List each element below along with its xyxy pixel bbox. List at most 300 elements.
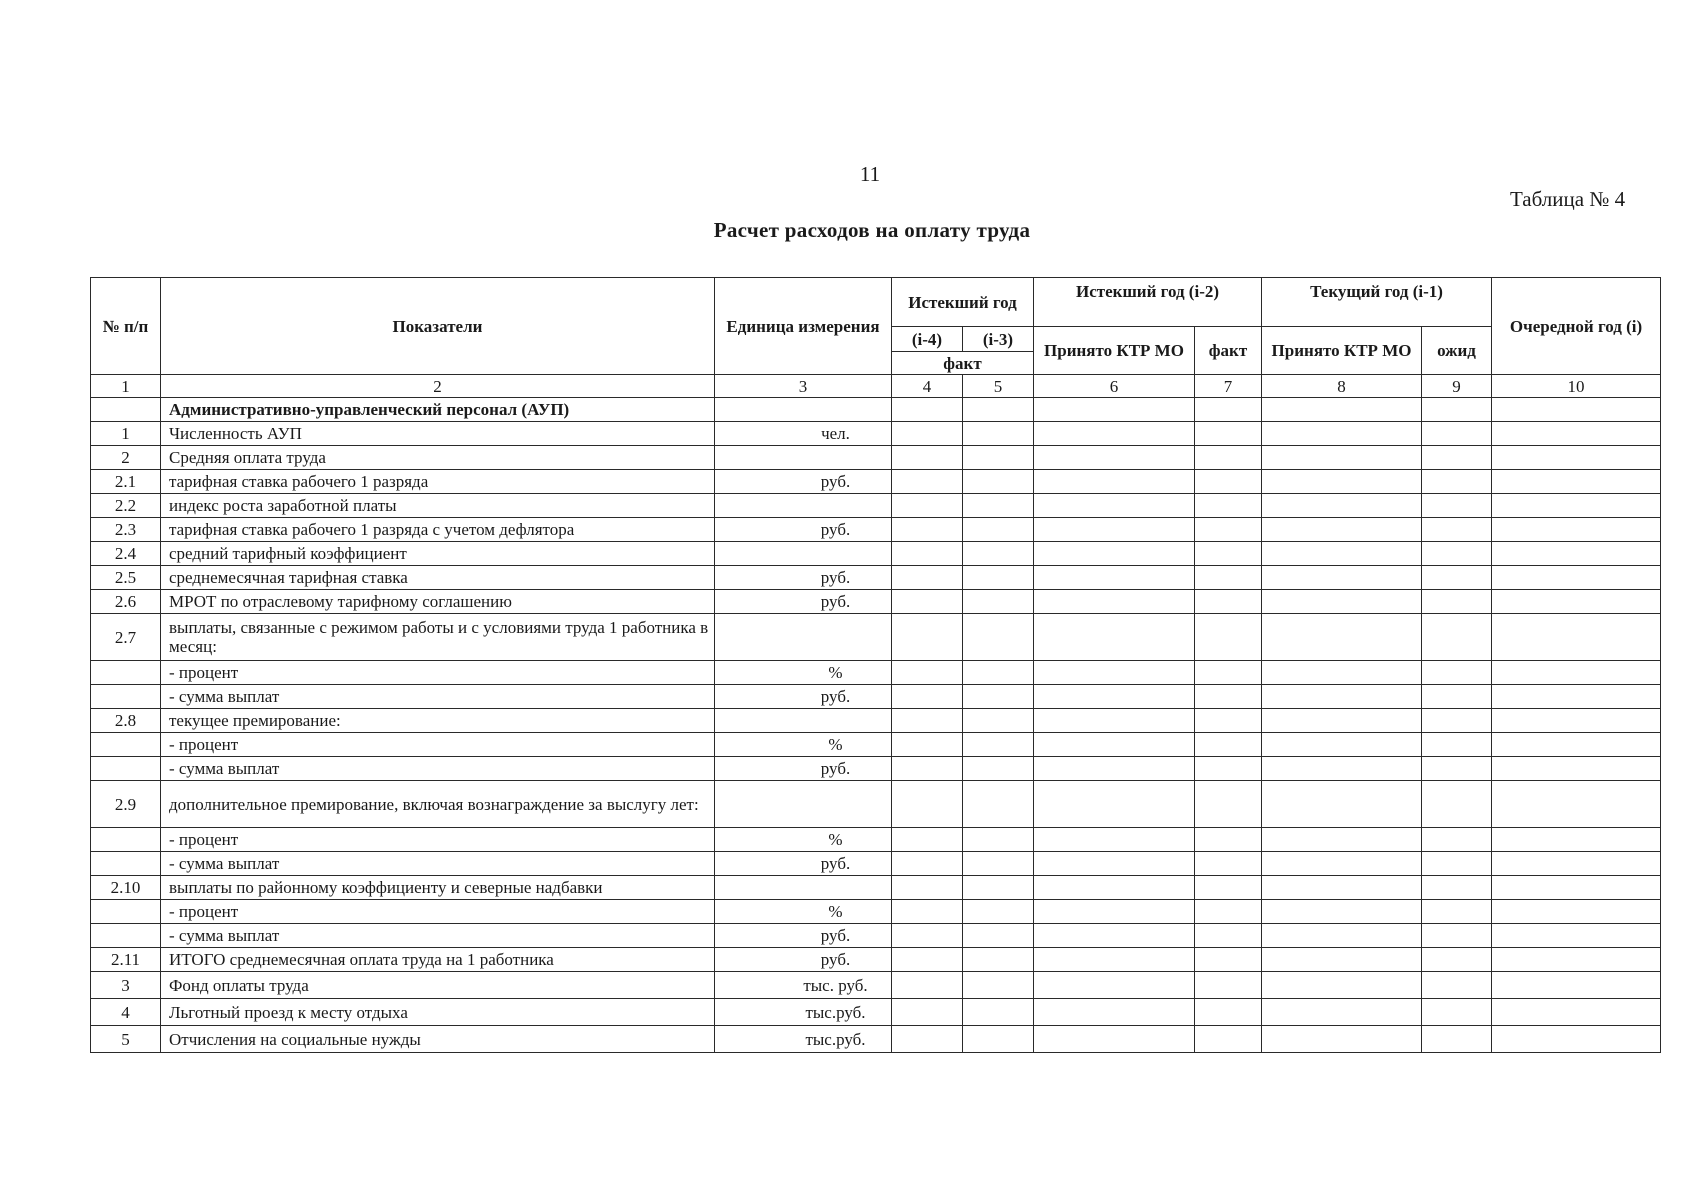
header-accepted-1: Принято КТР МО bbox=[1034, 327, 1195, 375]
value-cell[interactable] bbox=[963, 781, 1034, 828]
value-cell[interactable] bbox=[1262, 709, 1422, 733]
row-unit bbox=[715, 781, 892, 828]
row-unit: % bbox=[715, 900, 892, 924]
value-cell[interactable] bbox=[963, 757, 1034, 781]
value-cell[interactable] bbox=[1034, 828, 1195, 852]
row-unit: чел. bbox=[715, 422, 892, 446]
header-i4: (i-4) bbox=[892, 327, 963, 352]
page-number: 11 bbox=[859, 162, 881, 186]
value-cell[interactable] bbox=[1422, 614, 1492, 661]
row-number: 5 bbox=[91, 1026, 161, 1053]
value-cell[interactable] bbox=[1492, 422, 1661, 446]
table-row bbox=[91, 852, 1661, 876]
row-number: 2.1 bbox=[91, 470, 161, 494]
value-cell[interactable] bbox=[1422, 781, 1492, 828]
value-cell[interactable] bbox=[963, 542, 1034, 566]
value-cell[interactable] bbox=[1492, 494, 1661, 518]
row-unit: % bbox=[715, 828, 892, 852]
table-row bbox=[91, 518, 1661, 542]
table-row bbox=[91, 876, 1661, 900]
value-cell[interactable] bbox=[892, 781, 963, 828]
row-unit bbox=[715, 614, 892, 661]
value-cell[interactable] bbox=[1422, 494, 1492, 518]
value-cell[interactable] bbox=[892, 518, 963, 542]
value-cell[interactable] bbox=[892, 590, 963, 614]
table-row bbox=[91, 999, 1661, 1026]
value-cell[interactable] bbox=[1195, 948, 1262, 972]
row-unit bbox=[715, 542, 892, 566]
value-cell[interactable] bbox=[1422, 900, 1492, 924]
value-cell[interactable] bbox=[1492, 876, 1661, 900]
value-cell[interactable] bbox=[1492, 900, 1661, 924]
value-cell[interactable] bbox=[892, 398, 963, 422]
value-cell[interactable] bbox=[1262, 566, 1422, 590]
row-unit bbox=[715, 709, 892, 733]
row-indicator: тарифная ставка рабочего 1 разряда с учетом дефлятора bbox=[161, 518, 715, 542]
value-cell[interactable] bbox=[1422, 852, 1492, 876]
value-cell[interactable] bbox=[892, 948, 963, 972]
value-cell[interactable] bbox=[1262, 494, 1422, 518]
value-cell[interactable] bbox=[963, 972, 1034, 999]
row-unit: руб. bbox=[715, 590, 892, 614]
table-row bbox=[91, 566, 1661, 590]
table-row bbox=[91, 422, 1661, 446]
value-cell[interactable] bbox=[1195, 398, 1262, 422]
value-cell[interactable] bbox=[1422, 876, 1492, 900]
value-cell[interactable] bbox=[1492, 757, 1661, 781]
value-cell[interactable] bbox=[1262, 999, 1422, 1026]
value-cell[interactable] bbox=[963, 828, 1034, 852]
row-number bbox=[91, 900, 161, 924]
value-cell[interactable] bbox=[1034, 422, 1195, 446]
row-indicator: МРОТ по отраслевому тарифному соглашению bbox=[161, 590, 715, 614]
row-number: 2.5 bbox=[91, 566, 161, 590]
value-cell[interactable] bbox=[1195, 661, 1262, 685]
value-cell[interactable] bbox=[963, 852, 1034, 876]
row-number: 2.11 bbox=[91, 948, 161, 972]
value-cell[interactable] bbox=[1195, 852, 1262, 876]
table-row bbox=[91, 828, 1661, 852]
value-cell[interactable] bbox=[963, 470, 1034, 494]
row-number: 3 bbox=[91, 972, 161, 999]
value-cell[interactable] bbox=[963, 614, 1034, 661]
value-cell[interactable] bbox=[1034, 781, 1195, 828]
value-cell[interactable] bbox=[963, 733, 1034, 757]
table-row bbox=[91, 948, 1661, 972]
value-cell[interactable] bbox=[1262, 398, 1422, 422]
table-row bbox=[91, 733, 1661, 757]
document-title: Расчет расходов на оплату труда bbox=[713, 218, 1031, 242]
value-cell[interactable] bbox=[1195, 733, 1262, 757]
value-cell[interactable] bbox=[1195, 590, 1262, 614]
header-expected: ожид bbox=[1422, 327, 1492, 375]
value-cell[interactable] bbox=[1195, 924, 1262, 948]
value-cell[interactable] bbox=[892, 972, 963, 999]
row-unit: руб. bbox=[715, 470, 892, 494]
value-cell[interactable] bbox=[963, 900, 1034, 924]
value-cell[interactable] bbox=[892, 685, 963, 709]
table-row bbox=[91, 614, 1661, 661]
value-cell[interactable] bbox=[892, 446, 963, 470]
row-unit: руб. bbox=[715, 757, 892, 781]
value-cell[interactable] bbox=[1195, 828, 1262, 852]
value-cell[interactable] bbox=[1492, 1026, 1661, 1053]
column-number: 7 bbox=[1195, 375, 1262, 398]
value-cell[interactable] bbox=[1034, 542, 1195, 566]
value-cell[interactable] bbox=[1195, 781, 1262, 828]
value-cell[interactable] bbox=[1492, 518, 1661, 542]
value-cell[interactable] bbox=[892, 924, 963, 948]
value-cell[interactable] bbox=[1262, 828, 1422, 852]
header-num: № п/п bbox=[91, 278, 161, 375]
row-indicator: Льготный проезд к месту отдыха bbox=[161, 999, 715, 1026]
header-fact: факт bbox=[892, 352, 1034, 375]
table-row bbox=[91, 470, 1661, 494]
value-cell[interactable] bbox=[963, 518, 1034, 542]
value-cell[interactable] bbox=[963, 876, 1034, 900]
row-indicator: текущее премирование: bbox=[161, 709, 715, 733]
row-number: 2 bbox=[91, 446, 161, 470]
row-number: 2.2 bbox=[91, 494, 161, 518]
row-indicator: Численность АУП bbox=[161, 422, 715, 446]
row-number: 2.7 bbox=[91, 614, 161, 661]
row-unit: руб. bbox=[715, 852, 892, 876]
column-number: 10 bbox=[1492, 375, 1661, 398]
value-cell[interactable] bbox=[1492, 661, 1661, 685]
header-past-year-i2: Истекший год (i-2) bbox=[1034, 278, 1262, 327]
value-cell[interactable] bbox=[892, 542, 963, 566]
value-cell[interactable] bbox=[1195, 876, 1262, 900]
value-cell[interactable] bbox=[1492, 999, 1661, 1026]
value-cell[interactable] bbox=[892, 614, 963, 661]
value-cell[interactable] bbox=[1262, 1026, 1422, 1053]
value-cell[interactable] bbox=[1422, 518, 1492, 542]
value-cell[interactable] bbox=[1422, 661, 1492, 685]
row-number bbox=[91, 733, 161, 757]
value-cell[interactable] bbox=[1422, 999, 1492, 1026]
value-cell[interactable] bbox=[963, 398, 1034, 422]
column-number: 4 bbox=[892, 375, 963, 398]
value-cell[interactable] bbox=[892, 1026, 963, 1053]
value-cell[interactable] bbox=[1034, 900, 1195, 924]
row-number: 2.8 bbox=[91, 709, 161, 733]
row-unit: % bbox=[715, 733, 892, 757]
header-indicator: Показатели bbox=[161, 278, 715, 375]
value-cell[interactable] bbox=[1262, 590, 1422, 614]
row-number: 4 bbox=[91, 999, 161, 1026]
value-cell[interactable] bbox=[1034, 614, 1195, 661]
value-cell[interactable] bbox=[1262, 661, 1422, 685]
value-cell[interactable] bbox=[1195, 566, 1262, 590]
row-indicator: среднемесячная тарифная ставка bbox=[161, 566, 715, 590]
value-cell[interactable] bbox=[1195, 999, 1262, 1026]
value-cell[interactable] bbox=[1492, 590, 1661, 614]
row-unit bbox=[715, 446, 892, 470]
value-cell[interactable] bbox=[1034, 398, 1195, 422]
value-cell[interactable] bbox=[1262, 900, 1422, 924]
value-cell[interactable] bbox=[1262, 781, 1422, 828]
row-unit: руб. bbox=[715, 948, 892, 972]
wage-expense-table bbox=[90, 277, 1661, 1053]
header-accepted-2: Принято КТР МО bbox=[1262, 327, 1422, 375]
value-cell[interactable] bbox=[963, 494, 1034, 518]
value-cell[interactable] bbox=[963, 566, 1034, 590]
value-cell[interactable] bbox=[1262, 948, 1422, 972]
row-number bbox=[91, 924, 161, 948]
value-cell[interactable] bbox=[892, 852, 963, 876]
value-cell[interactable] bbox=[1262, 852, 1422, 876]
column-number: 3 bbox=[715, 375, 892, 398]
value-cell[interactable] bbox=[963, 999, 1034, 1026]
header-past-year: Истекший год bbox=[892, 278, 1034, 327]
row-indicator: тарифная ставка рабочего 1 разряда bbox=[161, 470, 715, 494]
value-cell[interactable] bbox=[1262, 876, 1422, 900]
value-cell[interactable] bbox=[1422, 972, 1492, 999]
value-cell[interactable] bbox=[1492, 470, 1661, 494]
row-indicator: - процент bbox=[161, 900, 715, 924]
value-cell[interactable] bbox=[892, 757, 963, 781]
value-cell[interactable] bbox=[1195, 422, 1262, 446]
table-row bbox=[91, 757, 1661, 781]
value-cell[interactable] bbox=[1262, 733, 1422, 757]
value-cell[interactable] bbox=[1422, 948, 1492, 972]
row-unit: тыс.руб. bbox=[715, 999, 892, 1026]
row-indicator: - сумма выплат bbox=[161, 852, 715, 876]
value-cell[interactable] bbox=[1262, 757, 1422, 781]
row-indicator: Отчисления на социальные нужды bbox=[161, 1026, 715, 1053]
value-cell[interactable] bbox=[1195, 1026, 1262, 1053]
value-cell[interactable] bbox=[1195, 494, 1262, 518]
value-cell[interactable] bbox=[1034, 494, 1195, 518]
row-indicator: - сумма выплат bbox=[161, 757, 715, 781]
value-cell[interactable] bbox=[1262, 542, 1422, 566]
value-cell[interactable] bbox=[963, 948, 1034, 972]
value-cell[interactable] bbox=[1195, 470, 1262, 494]
value-cell[interactable] bbox=[1034, 590, 1195, 614]
header-current-year: Текущий год (i-1) bbox=[1262, 278, 1492, 327]
table-row bbox=[91, 398, 1661, 422]
row-indicator: ИТОГО среднемесячная оплата труда на 1 работника bbox=[161, 948, 715, 972]
value-cell[interactable] bbox=[963, 685, 1034, 709]
value-cell[interactable] bbox=[1034, 709, 1195, 733]
value-cell[interactable] bbox=[1262, 685, 1422, 709]
column-number: 6 bbox=[1034, 375, 1195, 398]
column-number: 9 bbox=[1422, 375, 1492, 398]
value-cell[interactable] bbox=[1492, 948, 1661, 972]
table-row bbox=[91, 590, 1661, 614]
row-number: 1 bbox=[91, 422, 161, 446]
table-row bbox=[91, 709, 1661, 733]
value-cell[interactable] bbox=[1492, 924, 1661, 948]
value-cell[interactable] bbox=[1492, 733, 1661, 757]
row-number bbox=[91, 661, 161, 685]
value-cell[interactable] bbox=[1262, 972, 1422, 999]
value-cell[interactable] bbox=[1034, 661, 1195, 685]
row-indicator: - процент bbox=[161, 828, 715, 852]
value-cell[interactable] bbox=[892, 828, 963, 852]
value-cell[interactable] bbox=[1422, 470, 1492, 494]
row-unit bbox=[715, 876, 892, 900]
column-number: 5 bbox=[963, 375, 1034, 398]
row-number bbox=[91, 852, 161, 876]
value-cell[interactable] bbox=[1422, 685, 1492, 709]
row-indicator: дополнительное премирование, включая вознаграждение за выслугу лет: bbox=[161, 781, 715, 828]
value-cell[interactable] bbox=[1195, 685, 1262, 709]
value-cell[interactable] bbox=[1195, 972, 1262, 999]
value-cell[interactable] bbox=[963, 661, 1034, 685]
value-cell[interactable] bbox=[1422, 566, 1492, 590]
header-i3: (i-3) bbox=[963, 327, 1034, 352]
value-cell[interactable] bbox=[1492, 972, 1661, 999]
value-cell[interactable] bbox=[963, 446, 1034, 470]
value-cell[interactable] bbox=[1262, 924, 1422, 948]
value-cell[interactable] bbox=[1034, 852, 1195, 876]
value-cell[interactable] bbox=[892, 900, 963, 924]
value-cell[interactable] bbox=[892, 709, 963, 733]
value-cell[interactable] bbox=[1262, 614, 1422, 661]
value-cell[interactable] bbox=[1492, 852, 1661, 876]
value-cell[interactable] bbox=[1492, 614, 1661, 661]
value-cell[interactable] bbox=[1422, 924, 1492, 948]
value-cell[interactable] bbox=[963, 590, 1034, 614]
value-cell[interactable] bbox=[1422, 398, 1492, 422]
row-unit: тыс.руб. bbox=[715, 1026, 892, 1053]
value-cell[interactable] bbox=[963, 422, 1034, 446]
row-unit bbox=[715, 398, 892, 422]
value-cell[interactable] bbox=[892, 999, 963, 1026]
table-row bbox=[91, 685, 1661, 709]
value-cell[interactable] bbox=[1195, 518, 1262, 542]
row-indicator: - процент bbox=[161, 733, 715, 757]
column-number: 2 bbox=[161, 375, 715, 398]
value-cell[interactable] bbox=[1422, 446, 1492, 470]
value-cell[interactable] bbox=[1422, 757, 1492, 781]
row-number bbox=[91, 828, 161, 852]
value-cell[interactable] bbox=[1422, 422, 1492, 446]
column-number: 1 bbox=[91, 375, 161, 398]
value-cell[interactable] bbox=[1034, 685, 1195, 709]
row-number: 2.3 bbox=[91, 518, 161, 542]
value-cell[interactable] bbox=[892, 733, 963, 757]
row-unit: тыс. руб. bbox=[715, 972, 892, 999]
value-cell[interactable] bbox=[963, 924, 1034, 948]
row-indicator: индекс роста заработной платы bbox=[161, 494, 715, 518]
value-cell[interactable] bbox=[1195, 900, 1262, 924]
value-cell[interactable] bbox=[892, 422, 963, 446]
row-indicator: выплаты по районному коэффициенту и северные надбавки bbox=[161, 876, 715, 900]
row-indicator: Средняя оплата труда bbox=[161, 446, 715, 470]
table-row bbox=[91, 494, 1661, 518]
value-cell[interactable] bbox=[892, 566, 963, 590]
value-cell[interactable] bbox=[1034, 733, 1195, 757]
value-cell[interactable] bbox=[1034, 757, 1195, 781]
header-next-year: Очередной год (i) bbox=[1492, 278, 1661, 375]
value-cell[interactable] bbox=[963, 709, 1034, 733]
row-unit: % bbox=[715, 661, 892, 685]
row-unit: руб. bbox=[715, 924, 892, 948]
table-row bbox=[91, 900, 1661, 924]
value-cell[interactable] bbox=[1034, 876, 1195, 900]
value-cell[interactable] bbox=[1034, 470, 1195, 494]
value-cell[interactable] bbox=[1034, 518, 1195, 542]
value-cell[interactable] bbox=[892, 470, 963, 494]
value-cell[interactable] bbox=[1422, 828, 1492, 852]
value-cell[interactable] bbox=[1034, 446, 1195, 470]
value-cell[interactable] bbox=[1492, 709, 1661, 733]
value-cell[interactable] bbox=[1422, 1026, 1492, 1053]
table-label: Таблица № 4 bbox=[1510, 187, 1626, 211]
table-row bbox=[91, 781, 1661, 828]
table-row bbox=[91, 924, 1661, 948]
value-cell[interactable] bbox=[1422, 709, 1492, 733]
value-cell[interactable] bbox=[892, 661, 963, 685]
column-number-row bbox=[91, 375, 1661, 398]
row-indicator: - сумма выплат bbox=[161, 685, 715, 709]
value-cell[interactable] bbox=[892, 876, 963, 900]
value-cell[interactable] bbox=[1492, 446, 1661, 470]
value-cell[interactable] bbox=[1492, 566, 1661, 590]
value-cell[interactable] bbox=[1492, 781, 1661, 828]
value-cell[interactable] bbox=[1195, 542, 1262, 566]
row-unit: руб. bbox=[715, 685, 892, 709]
value-cell[interactable] bbox=[1492, 398, 1661, 422]
row-number bbox=[91, 685, 161, 709]
header-unit: Единица измерения bbox=[715, 278, 892, 375]
value-cell[interactable] bbox=[1492, 542, 1661, 566]
value-cell[interactable] bbox=[1422, 733, 1492, 757]
value-cell[interactable] bbox=[1034, 999, 1195, 1026]
value-cell[interactable] bbox=[1195, 614, 1262, 661]
row-number: 2.4 bbox=[91, 542, 161, 566]
value-cell[interactable] bbox=[1492, 685, 1661, 709]
value-cell[interactable] bbox=[1262, 446, 1422, 470]
column-number: 8 bbox=[1262, 375, 1422, 398]
row-number: 2.9 bbox=[91, 781, 161, 828]
table-row bbox=[91, 661, 1661, 685]
value-cell[interactable] bbox=[1034, 924, 1195, 948]
row-unit: руб. bbox=[715, 518, 892, 542]
value-cell[interactable] bbox=[1262, 518, 1422, 542]
value-cell[interactable] bbox=[963, 1026, 1034, 1053]
value-cell[interactable] bbox=[1034, 972, 1195, 999]
row-indicator: Фонд оплаты труда bbox=[161, 972, 715, 999]
value-cell[interactable] bbox=[1195, 709, 1262, 733]
table-row bbox=[91, 972, 1661, 999]
row-indicator: выплаты, связанные с режимом работы и с условиями труда 1 работника в месяц: bbox=[161, 614, 715, 661]
value-cell[interactable] bbox=[1262, 470, 1422, 494]
row-indicator: Административно-управленческий персонал (АУП) bbox=[161, 398, 715, 422]
value-cell[interactable] bbox=[1422, 590, 1492, 614]
value-cell[interactable] bbox=[1034, 948, 1195, 972]
value-cell[interactable] bbox=[892, 494, 963, 518]
table-row bbox=[91, 446, 1661, 470]
value-cell[interactable] bbox=[1492, 828, 1661, 852]
row-unit: руб. bbox=[715, 566, 892, 590]
header-fact-2: факт bbox=[1195, 327, 1262, 375]
row-number bbox=[91, 398, 161, 422]
value-cell[interactable] bbox=[1034, 1026, 1195, 1053]
table-row bbox=[91, 1026, 1661, 1053]
row-indicator: - процент bbox=[161, 661, 715, 685]
value-cell[interactable] bbox=[1034, 566, 1195, 590]
value-cell[interactable] bbox=[1262, 422, 1422, 446]
table-row bbox=[91, 542, 1661, 566]
row-number: 2.6 bbox=[91, 590, 161, 614]
row-indicator: средний тарифный коэффициент bbox=[161, 542, 715, 566]
value-cell[interactable] bbox=[1195, 446, 1262, 470]
value-cell[interactable] bbox=[1195, 757, 1262, 781]
value-cell[interactable] bbox=[1422, 542, 1492, 566]
